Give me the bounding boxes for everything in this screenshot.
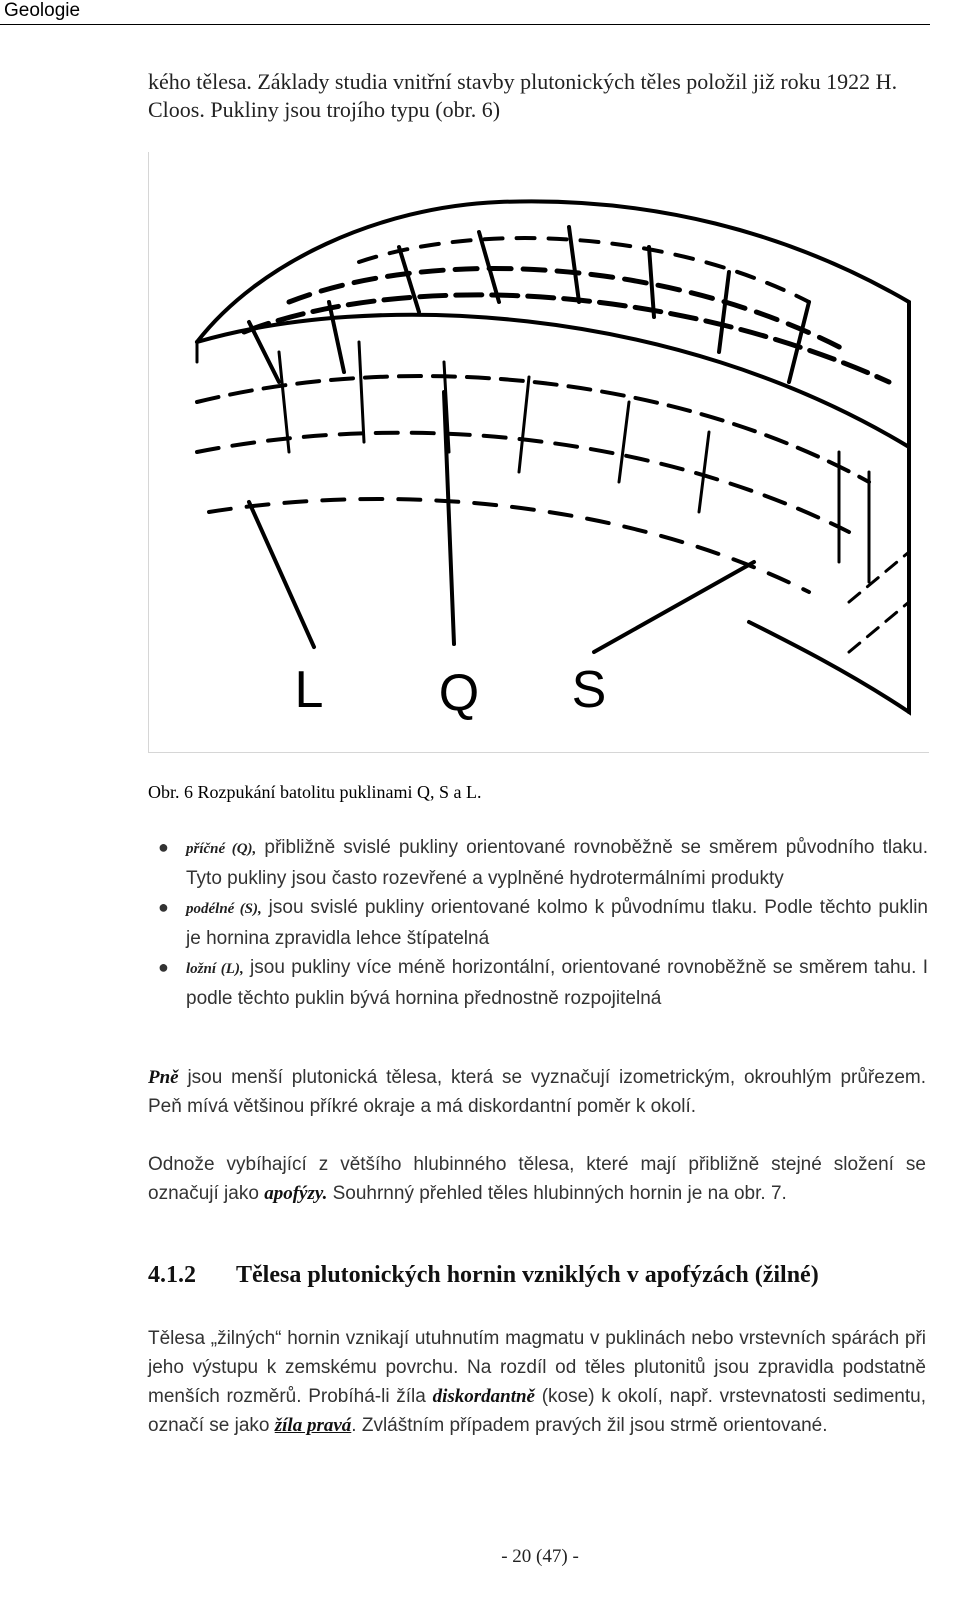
list-item	[158, 833, 928, 893]
list-text: jsou pukliny více méně horizontální, orientované rovnoběžně se směrem tahu. I podle těchto puklin bývá hornina přednostně rozpojitelná	[186, 957, 928, 1009]
paragraph-text: Odnože vybíhající z většího hlubinného tělesa, které mají přibližně stejné složení se označují jako	[148, 1154, 926, 1204]
paragraph-text: Souhrnný přehled těles hlubinných hornin je na obr. 7.	[327, 1183, 787, 1204]
list-item	[158, 893, 928, 953]
paragraph-text: (kose) k okolí, např. vrstevnatosti sedimentu, označí se jako	[148, 1386, 926, 1436]
paragraph-odnoze	[148, 1150, 926, 1208]
term-zila-prava: žíla pravá	[274, 1415, 352, 1436]
term-diskordantne: diskordantně	[432, 1386, 535, 1407]
bullet-icon: ●	[158, 897, 169, 917]
page-number: - 20 (47) -	[501, 1546, 579, 1567]
list-term: podélné (S),	[186, 901, 262, 917]
paragraph-pne	[148, 1063, 926, 1121]
bullet-icon: ●	[158, 957, 169, 977]
list-term: ložní (L),	[186, 961, 244, 977]
header-title: Geologie	[4, 0, 81, 21]
section-heading	[148, 1262, 819, 1289]
list-item	[158, 953, 928, 1013]
figure-caption: Obr. 6 Rozpukání batolitu puklinami Q, S a L.	[148, 782, 482, 802]
paragraph-text: jsou menší plutonická tělesa, která se vyznačují izometrickým, okrouhlým průřezem. Peň mívá většinou příkré okraje a má diskordantní poměr k okolí.	[148, 1067, 926, 1117]
label-l: L	[294, 661, 324, 719]
label-q: Q	[438, 664, 480, 722]
paragraph-text: Tělesa „žilných“ hornin vznikají utuhnutím magmatu v puklinách nebo vrstevních spárách při jeho výstupu k zemskému povrchu. Na rozdíl od těles plutonitů jsou zpravidla podstatně menších rozměrů. Probíhá-li žíla	[148, 1328, 926, 1407]
running-header	[0, 0, 930, 25]
paragraph-text: . Zvláštním případem pravých žil jsou strmě orientované.	[351, 1415, 828, 1436]
term-apofyzy: apofýzy.	[264, 1183, 328, 1204]
bullet-icon: ●	[158, 837, 169, 857]
joint-types-list	[158, 833, 928, 1013]
label-s: S	[571, 661, 607, 719]
intro-paragraph: kého tělesa. Základy studia vnitřní stavby plutonických těles položil již roku 1922 H. Cloos. Pukliny jsou trojího typu (obr. 6)	[148, 69, 898, 122]
batholith-diagram	[149, 152, 929, 752]
list-text: jsou svislé pukliny orientované kolmo k původnímu tlaku. Podle těchto puklin je hornina zpravidla lehce štípatelná	[186, 897, 928, 949]
section-number: 4.1.2	[148, 1262, 196, 1288]
paragraph-telesa	[148, 1324, 926, 1440]
term-pne: Pně	[148, 1067, 179, 1088]
list-text: přibližně svislé pukliny orientované rovnoběžně se směrem původního tlaku. Tyto pukliny jsou často rozevřené a vyplněné hydrotermálními produkty	[186, 837, 928, 889]
figure-batholith-joints	[148, 152, 929, 753]
section-title: Tělesa plutonických hornin vzniklých v apofýzách (žilné)	[236, 1262, 819, 1288]
list-term: příčné (Q),	[186, 841, 257, 857]
